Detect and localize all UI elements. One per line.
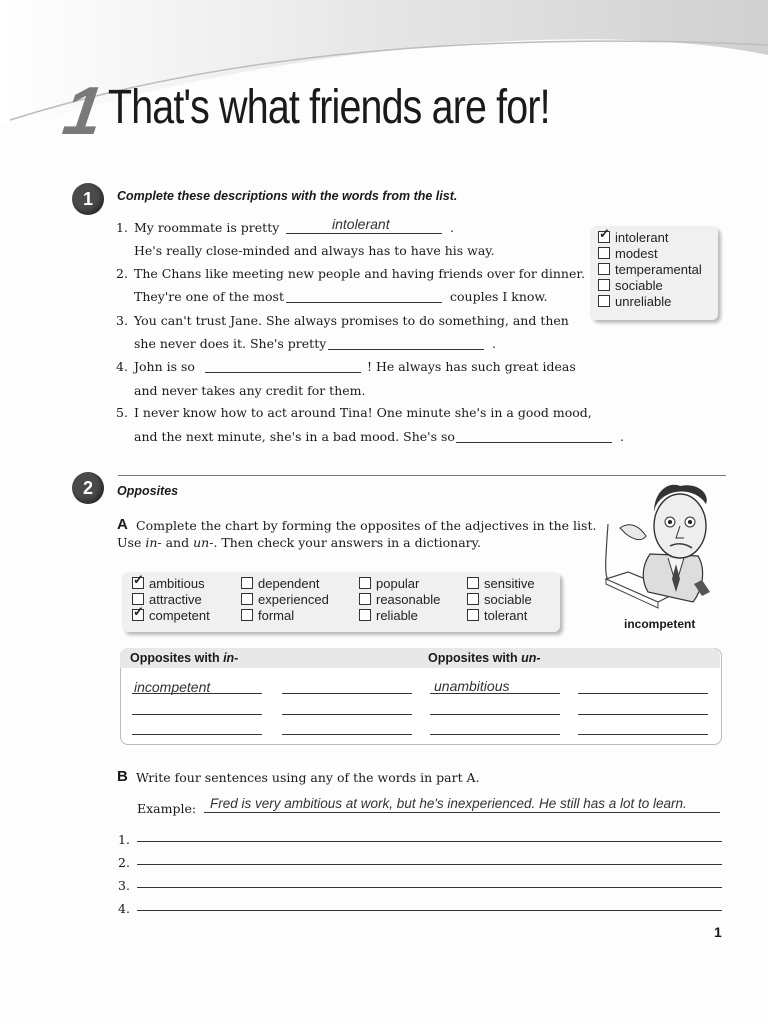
example-label: Example: xyxy=(137,801,197,816)
chart-blank[interactable] xyxy=(430,734,560,735)
line-number: 3. xyxy=(118,878,130,893)
chart-blank[interactable] xyxy=(578,734,708,735)
item-text: . xyxy=(620,429,624,444)
checkbox[interactable] xyxy=(467,577,479,589)
chart-blank[interactable] xyxy=(282,693,412,694)
answer-blank[interactable] xyxy=(328,349,484,350)
item-text: He's really close-minded and always has to have his way. xyxy=(134,243,495,258)
adjective-item: formal xyxy=(241,608,359,624)
word-list-item: ✓intolerant xyxy=(598,230,718,246)
word-list-item: modest xyxy=(598,246,718,262)
checkbox[interactable] xyxy=(598,263,610,275)
exercise-2-number: 2 xyxy=(72,472,104,504)
answer-blank[interactable] xyxy=(286,302,442,303)
checkbox[interactable] xyxy=(598,279,610,291)
word-list-box xyxy=(590,226,718,320)
adjective-item: ✓ambitious xyxy=(132,576,241,592)
page-number: 1 xyxy=(714,924,722,940)
item-text: My roommate is pretty xyxy=(134,220,280,235)
part-a-instruction-2: Use in- and un-. Then check your answers in a dictionary. xyxy=(117,535,482,550)
unit-number: 1 xyxy=(58,73,108,149)
adjective-item: dependent xyxy=(241,576,359,592)
chart-header-in: Opposites with in- xyxy=(130,651,239,665)
chart-blank[interactable] xyxy=(132,734,262,735)
item-text: . xyxy=(492,336,496,351)
chart-blank[interactable] xyxy=(132,693,262,694)
chart-blank[interactable] xyxy=(430,693,560,694)
answer-blank[interactable] xyxy=(456,442,612,443)
chart-blank[interactable] xyxy=(282,734,412,735)
exercise-1-instruction: Complete these descriptions with the words from the list. xyxy=(117,189,458,203)
item-text: she never does it. She's pretty xyxy=(134,336,327,351)
item-number: 1. xyxy=(116,220,128,235)
answer-blank[interactable] xyxy=(286,233,442,234)
checkbox[interactable] xyxy=(359,577,371,589)
checkbox[interactable] xyxy=(598,295,610,307)
item-text: The Chans like meeting new people and having friends over for dinner. xyxy=(134,266,585,281)
item-text: . xyxy=(450,220,454,235)
handwritten-answer: unambitious xyxy=(434,678,510,694)
checkbox-checked[interactable] xyxy=(132,577,144,589)
checkbox[interactable] xyxy=(241,609,253,621)
checkbox-checked[interactable] xyxy=(132,609,144,621)
handwritten-answer: incompetent xyxy=(134,679,211,695)
section-divider xyxy=(118,475,726,476)
adjective-item: reasonable xyxy=(359,592,467,608)
item-number: 3. xyxy=(116,313,128,328)
chart-blank[interactable] xyxy=(578,693,708,694)
checkbox-checked[interactable] xyxy=(598,231,610,243)
adjective-item: experienced xyxy=(241,592,359,608)
item-text: They're one of the most xyxy=(134,289,284,304)
checkbox[interactable] xyxy=(467,609,479,621)
sentence-line[interactable] xyxy=(137,864,722,865)
page-title: That's what friends are for! xyxy=(108,81,550,134)
line-number: 4. xyxy=(118,901,130,916)
item-text: ! He always has such great ideas xyxy=(367,359,576,374)
part-b-instruction: Write four sentences using any of the words in part A. xyxy=(136,770,480,785)
part-b-letter: B xyxy=(117,768,128,785)
chart-blank[interactable] xyxy=(282,714,412,715)
word-list-item: sociable xyxy=(598,278,718,294)
adjective-box xyxy=(122,572,560,632)
chart-blank[interactable] xyxy=(132,714,262,715)
item-text: and the next minute, she's in a bad mood. She's so xyxy=(134,429,455,444)
adjective-item: reliable xyxy=(359,608,467,624)
part-a-letter: A xyxy=(117,516,128,533)
part-a-instruction: Complete the chart by forming the opposites of the adjectives in the list. xyxy=(136,518,597,533)
word-list-item: unreliable xyxy=(598,294,718,310)
item-number: 5. xyxy=(116,405,128,420)
item-text: You can't trust Jane. She always promises to do something, and then xyxy=(134,313,569,328)
answer-blank[interactable] xyxy=(205,372,361,373)
checkbox[interactable] xyxy=(359,593,371,605)
checkbox[interactable] xyxy=(359,609,371,621)
line-number: 1. xyxy=(118,832,130,847)
exercise-1-number: 1 xyxy=(72,183,104,215)
chart-blank[interactable] xyxy=(578,714,708,715)
item-text: I never know how to act around Tina! One minute she's in a good mood, xyxy=(134,405,592,420)
chart-blank[interactable] xyxy=(430,714,560,715)
line-number: 2. xyxy=(118,855,130,870)
adjective-item: tolerant xyxy=(467,608,567,624)
item-number: 4. xyxy=(116,359,128,374)
example-sentence: Fred is very ambitious at work, but he's inexperienced. He still has a lot to learn. xyxy=(210,796,687,811)
adjective-item: popular xyxy=(359,576,467,592)
image-caption: incompetent xyxy=(624,617,696,631)
chart-header-un: Opposites with un- xyxy=(428,651,541,665)
sentence-line[interactable] xyxy=(137,910,722,911)
sentence-line[interactable] xyxy=(137,841,722,842)
checkbox[interactable] xyxy=(241,593,253,605)
adjective-item: attractive xyxy=(132,592,241,608)
adjective-item: ✓competent xyxy=(132,608,241,624)
handwritten-answer: intolerant xyxy=(332,216,390,232)
checkbox[interactable] xyxy=(598,247,610,259)
exercise-2-heading: Opposites xyxy=(117,484,179,498)
item-text: and never takes any credit for them. xyxy=(134,383,366,398)
checkbox[interactable] xyxy=(241,577,253,589)
cartoon-illustration xyxy=(598,484,722,614)
item-text: couples I know. xyxy=(450,289,548,304)
example-underline xyxy=(204,812,720,813)
item-number: 2. xyxy=(116,266,128,281)
item-text: John is so xyxy=(134,359,195,374)
adjective-item: sociable xyxy=(467,592,567,608)
adjective-item: sensitive xyxy=(467,576,567,592)
sentence-line[interactable] xyxy=(137,887,722,888)
word-list-item: temperamental xyxy=(598,262,718,278)
checkbox[interactable] xyxy=(467,593,479,605)
